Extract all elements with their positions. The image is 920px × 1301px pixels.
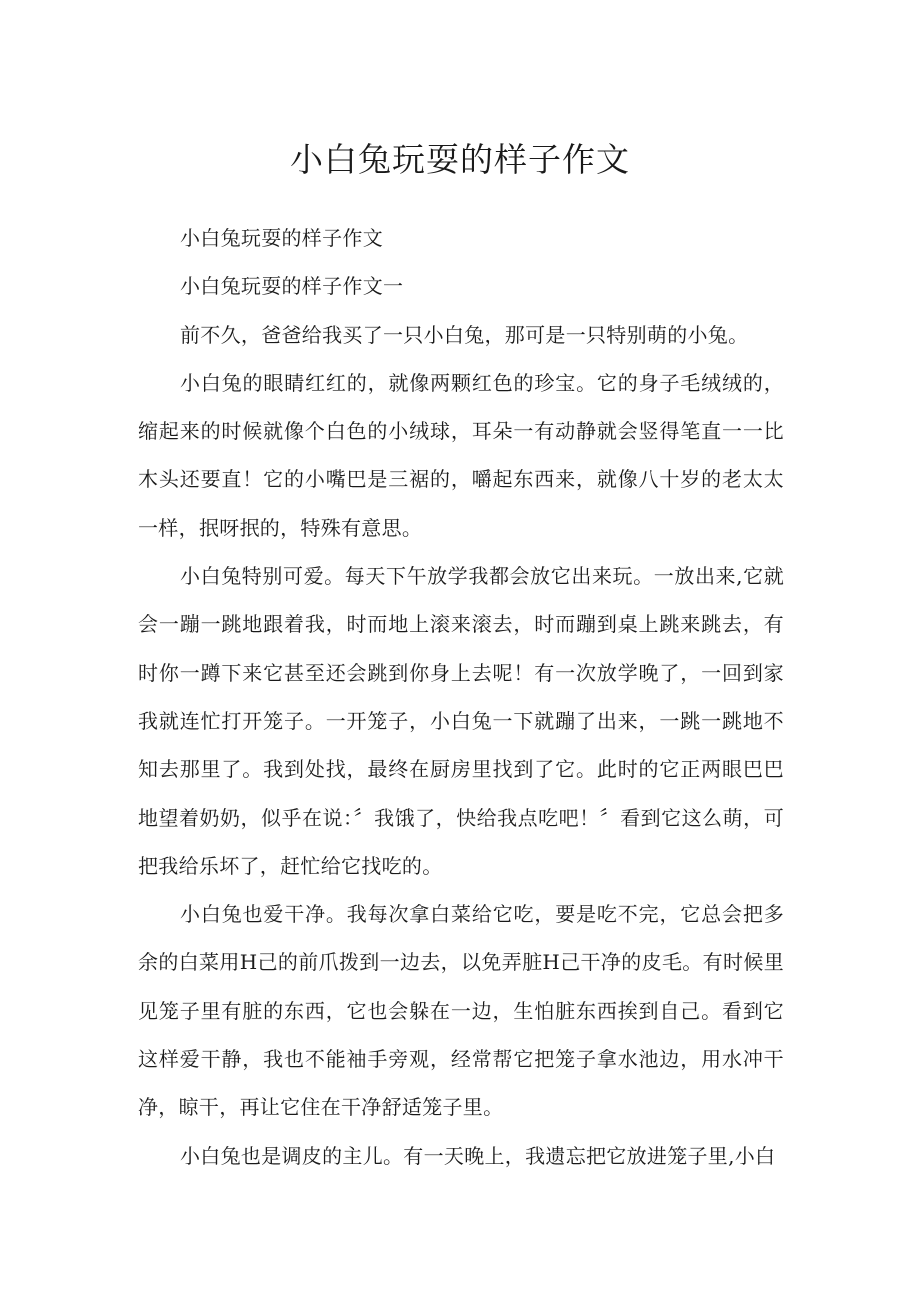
section-heading-paragraph: 小白兔玩耍的样子作文一 bbox=[180, 274, 404, 299]
body-paragraph-2: 小白兔的眼睛红红的，就像两颗红色的珍宝。它的身子毛绒绒的，缩起来的时候就像个白色的小绒球，耳朵一有动静就会竖得笔直一一比木头还要直！它的小嘴巴是三裾的，嚼起东西来，就像八十岁的老太太一样，抿呀抿的，特殊有意思。 bbox=[138, 370, 784, 540]
body-paragraph-5: 小白兔也是调皮的主儿。有一天晚上，我遗忘把它放进笼子里,小白 bbox=[180, 1143, 776, 1168]
document-body bbox=[138, 214, 784, 1180]
body-paragraph-4: 小白兔也爱干净。我每次拿白菜给它吃，要是吃不完，它总会把多余的白菜用H己的前爪拨到一边去，以免弄脏H己干净的皮毛。有时候里见笼子里有脏的东西，它也会躲在一边，生怕脏东西挨到自己。看到它这样爱干静，我也不能袖手旁观，经常帮它把笼子拿水池边，用水冲干净，晾干，再让它住在干净舒适笼子里。 bbox=[138, 902, 784, 1120]
document-title: 小白兔玩耍的样子作文 bbox=[290, 140, 630, 179]
subtitle-paragraph: 小白兔玩耍的样子作文 bbox=[180, 226, 383, 250]
body-paragraph-1: 前不久，爸爸给我买了一只小白兔，那可是一只特别萌的小兔。 bbox=[180, 322, 749, 347]
body-paragraph-3: 小白兔特别可爱。每天下午放学我都会放它出来玩。一放出来,它就会一蹦一跳地跟着我，时而地上滚来滚去，时而蹦到桌上跳来跳去，有时你一蹲下来它甚至还会跳到你身上去呢！有一次放学晚了，一回到家我就连忙打开笼子。一开笼子，小白兔一下就蹦了出来，一跳一跳地不知去那里了。我到处找，最终在厨房里找到了它。此时的它正两眼巴巴地望着奶奶，似乎在说：〞我饿了，快给我点吃吧！〞看到它这么萌，可把我给乐坏了，赶忙给它找吃的。 bbox=[138, 564, 784, 878]
